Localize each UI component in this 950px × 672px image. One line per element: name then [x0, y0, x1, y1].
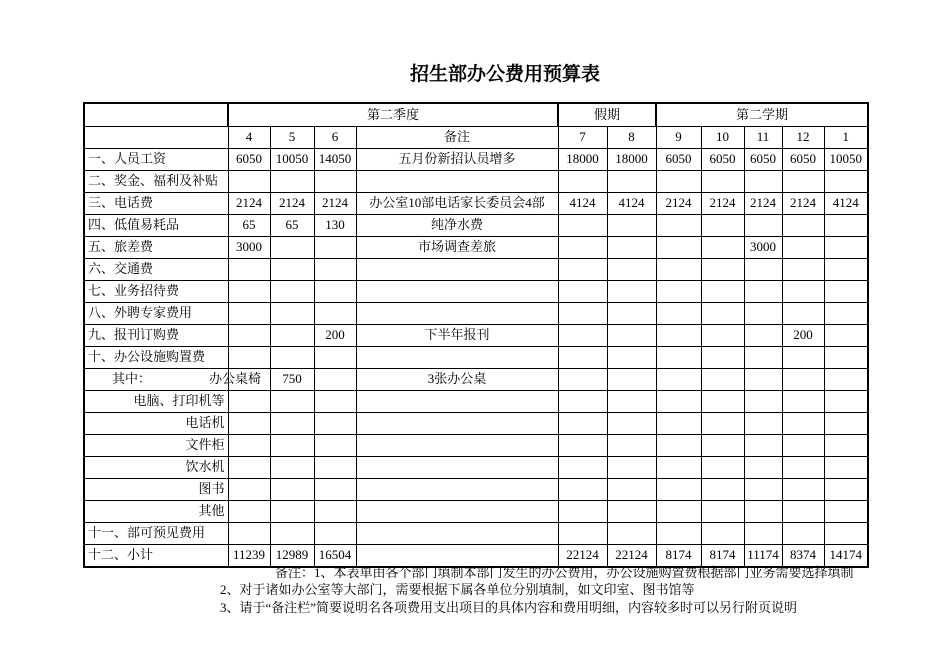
budget-cell — [270, 258, 314, 280]
budget-cell — [607, 324, 656, 346]
remarks-cell: 纯净水费 — [356, 214, 558, 236]
budget-cell — [782, 280, 824, 302]
budget-cell — [701, 170, 744, 192]
remarks-cell: 办公室10部电话家长委员会4部 — [356, 192, 558, 214]
budget-cell: 6050 — [656, 148, 701, 170]
remarks-cell — [356, 478, 558, 500]
budget-cell — [656, 302, 701, 324]
budget-cell — [824, 214, 868, 236]
row-label: 一、人员工资 — [84, 148, 228, 170]
budget-cell — [270, 412, 314, 434]
budget-cell: 10050 — [824, 148, 868, 170]
budget-cell — [824, 434, 868, 456]
budget-cell: 10050 — [270, 148, 314, 170]
budget-cell — [228, 280, 270, 302]
budget-cell — [607, 500, 656, 522]
table-row — [84, 412, 868, 434]
budget-cell — [701, 456, 744, 478]
budget-cell — [824, 368, 868, 390]
row-label-prefix: 其中： — [112, 370, 152, 386]
table-row — [84, 522, 868, 544]
budget-cell: 22124 — [558, 544, 607, 567]
budget-cell — [782, 390, 824, 412]
budget-cell — [782, 302, 824, 324]
budget-cell — [228, 302, 270, 324]
budget-cell — [607, 368, 656, 390]
budget-cell: 2124 — [782, 192, 824, 214]
group-header-q2: 第二季度 — [228, 103, 558, 126]
column-header-month: 7 — [558, 126, 607, 148]
group-header-holiday: 假期 — [558, 103, 656, 126]
table-row — [84, 280, 868, 302]
budget-cell — [701, 390, 744, 412]
row-label: 十二、小计 — [84, 544, 228, 567]
budget-cell — [824, 258, 868, 280]
budget-cell — [744, 324, 782, 346]
budget-cell — [701, 258, 744, 280]
budget-cell — [558, 324, 607, 346]
budget-cell: 2124 — [228, 192, 270, 214]
budget-cell: 65 — [228, 214, 270, 236]
budget-cell — [782, 412, 824, 434]
row-label: 八、外聘专家费用 — [84, 302, 228, 324]
budget-cell: 14174 — [824, 544, 868, 567]
budget-cell — [607, 170, 656, 192]
budget-cell: 6050 — [228, 148, 270, 170]
budget-cell — [782, 456, 824, 478]
budget-cell: 11174 — [744, 544, 782, 567]
budget-cell — [656, 456, 701, 478]
budget-cell: 2124 — [744, 192, 782, 214]
budget-cell — [228, 324, 270, 346]
footnote-3: 3、请于“备注栏”简要说明名各项费用支出项目的具体内容和费用明细，内容较多时可以另行附页说明 — [220, 600, 798, 615]
budget-cell — [607, 236, 656, 258]
column-header-month: 8 — [607, 126, 656, 148]
budget-cell — [314, 170, 356, 192]
table-row — [84, 478, 868, 500]
budget-cell — [701, 434, 744, 456]
budget-cell — [701, 478, 744, 500]
remarks-cell — [356, 434, 558, 456]
budget-cell — [824, 280, 868, 302]
column-header-row — [84, 126, 868, 148]
budget-cell — [228, 412, 270, 434]
budget-cell — [782, 434, 824, 456]
budget-cell — [656, 236, 701, 258]
row-label: 九、报刊订购费 — [84, 324, 228, 346]
budget-cell: 200 — [314, 324, 356, 346]
budget-cell — [270, 236, 314, 258]
budget-cell — [558, 236, 607, 258]
budget-cell — [782, 214, 824, 236]
budget-cell — [656, 522, 701, 544]
budget-cell — [607, 280, 656, 302]
budget-cell — [314, 390, 356, 412]
table-row — [84, 456, 868, 478]
budget-cell — [270, 346, 314, 368]
budget-cell: 12989 — [270, 544, 314, 567]
budget-cell — [558, 500, 607, 522]
budget-cell — [744, 412, 782, 434]
budget-cell — [314, 368, 356, 390]
row-label: 电话机 — [84, 412, 228, 434]
budget-cell — [744, 280, 782, 302]
table-row — [84, 390, 868, 412]
budget-cell — [228, 456, 270, 478]
row-label: 图书 — [84, 478, 228, 500]
budget-cell — [744, 478, 782, 500]
budget-cell: 3000 — [228, 236, 270, 258]
budget-cell: 16504 — [314, 544, 356, 567]
budget-cell — [656, 170, 701, 192]
budget-cell — [656, 324, 701, 346]
budget-cell: 6050 — [701, 148, 744, 170]
table-row — [84, 258, 868, 280]
column-header-month: 1 — [824, 126, 868, 148]
budget-cell — [744, 368, 782, 390]
column-header-month: 12 — [782, 126, 824, 148]
remarks-cell — [356, 412, 558, 434]
table-row — [84, 368, 868, 390]
row-label: 二、奖金、福利及补贴 — [84, 170, 228, 192]
budget-cell: 65 — [270, 214, 314, 236]
budget-cell — [558, 412, 607, 434]
column-header-month: 6 — [314, 126, 356, 148]
budget-cell — [656, 214, 701, 236]
budget-cell: 3000 — [744, 236, 782, 258]
budget-cell — [701, 324, 744, 346]
page-title: 招生部办公费用预算表 — [409, 64, 600, 85]
budget-cell — [824, 500, 868, 522]
budget-cell — [744, 170, 782, 192]
budget-cell — [607, 258, 656, 280]
column-header-month: 4 — [228, 126, 270, 148]
budget-cell — [607, 214, 656, 236]
budget-cell — [270, 500, 314, 522]
table-row — [84, 170, 868, 192]
budget-cell — [314, 456, 356, 478]
budget-cell — [656, 434, 701, 456]
budget-cell — [607, 478, 656, 500]
budget-cell — [701, 236, 744, 258]
budget-cell — [607, 434, 656, 456]
budget-cell — [782, 258, 824, 280]
budget-cell: 4124 — [824, 192, 868, 214]
budget-cell — [701, 346, 744, 368]
budget-cell — [314, 500, 356, 522]
budget-cell — [607, 522, 656, 544]
table-row — [84, 192, 868, 214]
budget-cell: 6050 — [744, 148, 782, 170]
budget-cell: 2124 — [701, 192, 744, 214]
budget-cell: 2124 — [656, 192, 701, 214]
remarks-cell — [356, 346, 558, 368]
budget-cell — [270, 324, 314, 346]
row-label: 十一、部可预见费用 — [84, 522, 228, 544]
budget-cell — [314, 522, 356, 544]
remarks-cell — [356, 390, 558, 412]
budget-cell: 4124 — [558, 192, 607, 214]
budget-cell — [270, 478, 314, 500]
budget-cell — [782, 346, 824, 368]
budget-cell: 8174 — [656, 544, 701, 567]
table-row — [84, 214, 868, 236]
budget-cell — [270, 434, 314, 456]
budget-cell — [314, 478, 356, 500]
budget-cell — [228, 434, 270, 456]
budget-cell — [782, 170, 824, 192]
budget-cell — [656, 368, 701, 390]
budget-cell: 11239 — [228, 544, 270, 567]
budget-cell — [228, 522, 270, 544]
budget-cell — [656, 478, 701, 500]
budget-cell — [558, 346, 607, 368]
budget-cell — [314, 412, 356, 434]
budget-cell — [607, 346, 656, 368]
budget-cell — [744, 214, 782, 236]
budget-cell — [656, 258, 701, 280]
budget-cell: 8374 — [782, 544, 824, 567]
remarks-cell — [356, 522, 558, 544]
budget-cell — [558, 280, 607, 302]
budget-cell — [656, 390, 701, 412]
budget-cell — [314, 302, 356, 324]
remarks-cell — [356, 302, 558, 324]
budget-cell — [744, 522, 782, 544]
row-label-text: 办公桌椅 — [209, 370, 262, 386]
budget-cell — [607, 412, 656, 434]
budget-cell — [824, 478, 868, 500]
budget-cell — [558, 522, 607, 544]
budget-cell — [782, 500, 824, 522]
row-label: 其他 — [84, 500, 228, 522]
budget-cell: 2124 — [314, 192, 356, 214]
budget-cell — [270, 390, 314, 412]
budget-cell — [824, 522, 868, 544]
budget-cell — [558, 368, 607, 390]
budget-cell: 18000 — [558, 148, 607, 170]
budget-cell — [558, 170, 607, 192]
budget-cell — [701, 368, 744, 390]
budget-cell — [314, 236, 356, 258]
budget-cell: 22124 — [607, 544, 656, 567]
budget-cell: 14050 — [314, 148, 356, 170]
budget-cell — [656, 346, 701, 368]
row-label: 十、办公设施购置费 — [84, 346, 228, 368]
budget-cell — [228, 500, 270, 522]
budget-cell — [744, 346, 782, 368]
budget-cell — [607, 302, 656, 324]
budget-cell: 6050 — [782, 148, 824, 170]
budget-cell — [607, 456, 656, 478]
budget-cell — [558, 434, 607, 456]
table-row — [84, 346, 868, 368]
table-row — [84, 148, 868, 170]
budget-cell — [824, 302, 868, 324]
table-row — [84, 302, 868, 324]
table-row — [84, 324, 868, 346]
budget-cell — [314, 434, 356, 456]
budget-cell — [558, 390, 607, 412]
row-label: 饮水机 — [84, 456, 228, 478]
budget-cell — [824, 456, 868, 478]
remarks-cell — [356, 280, 558, 302]
budget-cell — [314, 258, 356, 280]
column-header-month: 10 — [701, 126, 744, 148]
budget-cell — [782, 368, 824, 390]
budget-cell — [824, 324, 868, 346]
row-label: 电脑、打印机等 — [84, 390, 228, 412]
budget-cell — [656, 280, 701, 302]
group-header-row — [84, 103, 868, 126]
budget-cell — [270, 170, 314, 192]
budget-cell — [558, 302, 607, 324]
budget-cell — [270, 522, 314, 544]
budget-cell — [701, 214, 744, 236]
budget-cell — [701, 302, 744, 324]
group-header-semester2: 第二学期 — [656, 103, 868, 126]
budget-cell — [744, 258, 782, 280]
budget-cell — [270, 302, 314, 324]
remarks-cell — [356, 258, 558, 280]
budget-cell — [558, 456, 607, 478]
budget-table — [83, 102, 869, 568]
budget-cell — [656, 500, 701, 522]
budget-cell — [744, 456, 782, 478]
column-header-month: 11 — [744, 126, 782, 148]
budget-cell — [228, 478, 270, 500]
remarks-cell — [356, 170, 558, 192]
budget-cell — [558, 214, 607, 236]
budget-cell — [744, 302, 782, 324]
budget-cell — [744, 500, 782, 522]
budget-cell — [228, 390, 270, 412]
budget-cell — [744, 434, 782, 456]
budget-cell: 18000 — [607, 148, 656, 170]
corner-cell — [84, 103, 228, 126]
table-row — [84, 500, 868, 522]
budget-cell — [314, 346, 356, 368]
corner-cell — [84, 126, 228, 148]
footnote-1: 备注：1、本表单由各个部门填制本部门发生的办公费用，办公设施购置费根据部门业务需要选择填制 — [275, 565, 854, 580]
budget-cell: 130 — [314, 214, 356, 236]
row-label: 三、电话费 — [84, 192, 228, 214]
table-row — [84, 236, 868, 258]
column-header-month: 5 — [270, 126, 314, 148]
budget-cell: 200 — [782, 324, 824, 346]
budget-cell: 2124 — [270, 192, 314, 214]
budget-cell — [558, 478, 607, 500]
budget-cell — [558, 258, 607, 280]
budget-cell — [824, 170, 868, 192]
budget-cell — [782, 522, 824, 544]
budget-cell — [824, 236, 868, 258]
row-label: 七、业务招待费 — [84, 280, 228, 302]
budget-cell — [824, 390, 868, 412]
row-label: 五、旅差费 — [84, 236, 228, 258]
footnote-2: 2、对于诸如办公室等大部门，需要根据下属各单位分别填制，如文印室、图书馆等 — [220, 582, 695, 597]
remarks-cell — [356, 456, 558, 478]
budget-cell — [782, 478, 824, 500]
column-header-month: 9 — [656, 126, 701, 148]
budget-cell — [656, 412, 701, 434]
remarks-cell: 五月份新招认员增多 — [356, 148, 558, 170]
budget-cell — [744, 390, 782, 412]
budget-cell — [270, 280, 314, 302]
budget-cell — [314, 280, 356, 302]
column-header-remarks: 备注 — [356, 126, 558, 148]
remarks-cell: 下半年报刊 — [356, 324, 558, 346]
budget-cell — [782, 236, 824, 258]
budget-cell — [607, 390, 656, 412]
budget-cell — [701, 412, 744, 434]
remarks-cell — [356, 500, 558, 522]
budget-cell: 8174 — [701, 544, 744, 567]
budget-cell — [228, 258, 270, 280]
budget-cell — [824, 412, 868, 434]
row-label — [84, 368, 262, 390]
budget-cell — [701, 280, 744, 302]
budget-cell — [701, 500, 744, 522]
remarks-cell: 市场调查差旅 — [356, 236, 558, 258]
budget-cell — [824, 346, 868, 368]
budget-cell — [701, 522, 744, 544]
budget-cell — [270, 456, 314, 478]
budget-cell — [228, 346, 270, 368]
budget-cell: 4124 — [607, 192, 656, 214]
row-label: 文件柜 — [84, 434, 228, 456]
remarks-cell: 3张办公桌 — [356, 368, 558, 390]
budget-cell: 750 — [270, 368, 314, 390]
table-row — [84, 434, 868, 456]
row-label: 四、低值易耗品 — [84, 214, 228, 236]
row-label: 六、交通费 — [84, 258, 228, 280]
budget-cell — [228, 170, 270, 192]
